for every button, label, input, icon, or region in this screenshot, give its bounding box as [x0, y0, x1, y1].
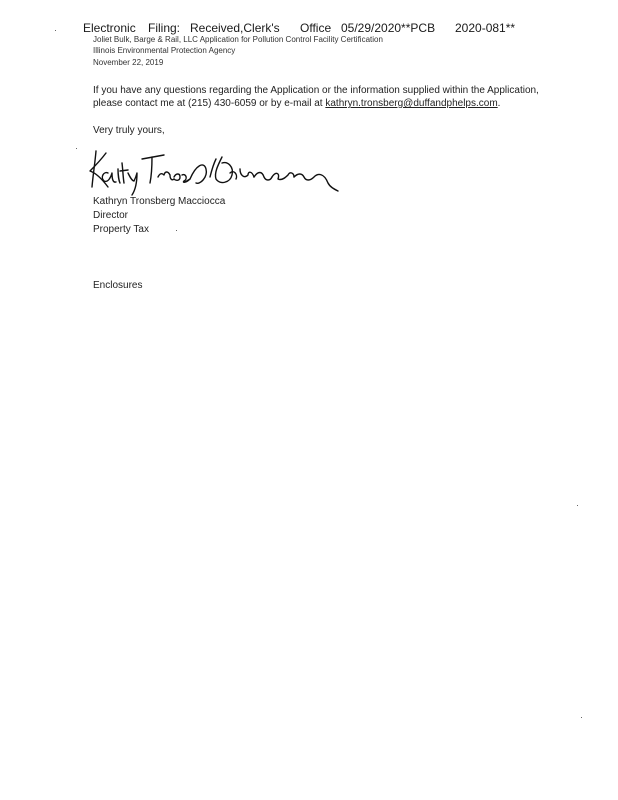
closing-salutation: Very truly yours, — [93, 125, 165, 136]
letter-header-recipient: Illinois Environmental Protection Agency — [93, 46, 236, 55]
contact-paragraph — [93, 84, 563, 110]
enclosures-note: Enclosures — [93, 280, 143, 291]
scan-speck — [581, 717, 582, 718]
signatory-name: Kathryn Tronsberg Macciocca — [93, 196, 226, 207]
filing-stamp-word: Electronic — [83, 21, 136, 35]
filing-stamp-date: 05/29/2020**PCB — [341, 21, 436, 35]
email-link[interactable]: kathryn.tronsberg@duffandphelps.com — [325, 98, 498, 109]
scan-speck — [55, 30, 56, 31]
letter-header-subject: Joliet Bulk, Barge & Rail, LLC Application for Pollution Control Facility Certification — [93, 35, 383, 44]
filing-stamp-word: Office — [300, 21, 332, 35]
scan-speck — [176, 230, 177, 231]
scan-speck — [577, 505, 578, 506]
contact-paragraph-end: . — [497, 98, 501, 109]
scan-speck — [76, 148, 77, 149]
handwritten-signature — [82, 143, 342, 198]
contact-paragraph-text: If you have any questions regarding the Application or the information supplied within the Application, please contact me at (215) 430-6059 or by e-mail at — [93, 85, 539, 109]
signatory-department: Property Tax — [93, 224, 149, 235]
letter-date: November 22, 2019 — [93, 58, 164, 67]
filing-stamp — [0, 21, 618, 35]
filing-stamp-word: Filing: — [148, 21, 181, 35]
filing-stamp-word: Received,Clerk's — [190, 21, 280, 35]
signatory-title: Director — [93, 210, 129, 221]
filing-stamp-docket: 2020-081** — [455, 21, 516, 35]
